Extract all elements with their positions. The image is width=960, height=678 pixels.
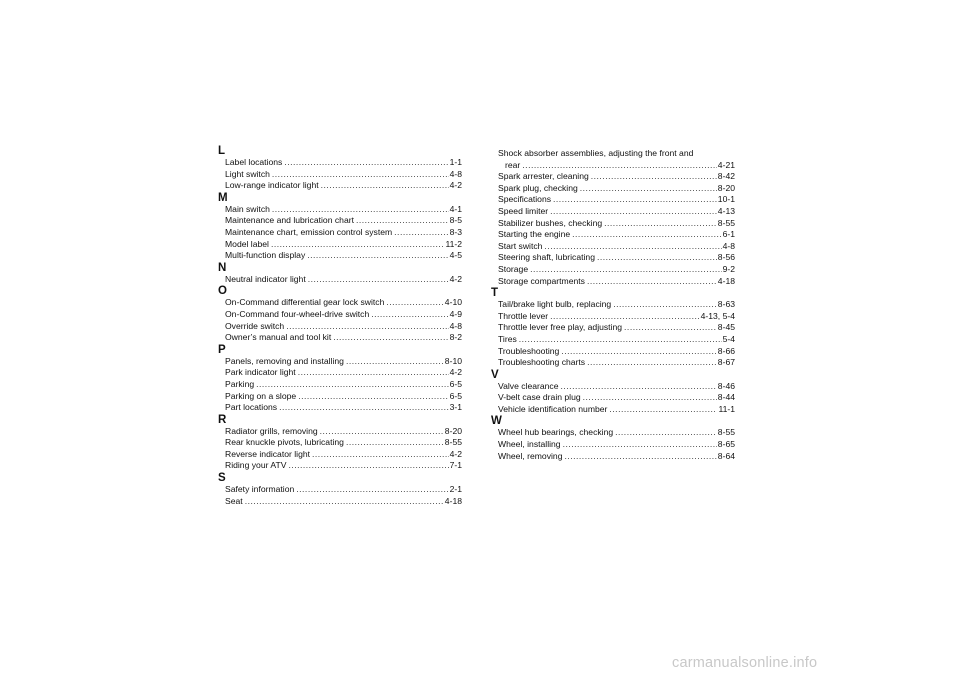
index-entry: Owner’s manual and tool kit ..... 8-2 — [218, 332, 462, 344]
index-entry: Throttle lever free play, adjusting ..... 8-45 — [491, 322, 735, 334]
index-entry: Neutral indicator light ..... 4-2 — [218, 274, 462, 286]
index-entry: Starting the engine ..... 6-1 — [491, 229, 735, 241]
index-entry: Tail/brake light bulb, replacing ..... 8-63 — [491, 299, 735, 311]
index-left-column — [218, 145, 462, 507]
index-entry: Spark arrester, cleaning ..... 8-42 — [491, 171, 735, 183]
index-entry: On-Command four-wheel-drive switch ..... 4-9 — [218, 309, 462, 321]
index-entry: Stabilizer bushes, checking ..... 8-55 — [491, 218, 735, 230]
index-entry: Maintenance and lubrication chart ..... 8-5 — [218, 215, 462, 227]
index-entry: Start switch ..... 4-8 — [491, 241, 735, 253]
index-entry: Throttle lever ..... 4-13, 5-4 — [491, 311, 735, 323]
index-entry: Main switch ..... 4-1 — [218, 204, 462, 216]
index-entry: Part locations ..... 3-1 — [218, 402, 462, 414]
index-entry: Rear knuckle pivots, lubricating ..... 8-55 — [218, 437, 462, 449]
index-entry: Safety information ..... 2-1 — [218, 484, 462, 496]
index-entry: Multi-function display ..... 4-5 — [218, 250, 462, 262]
section-letter-w: W — [491, 415, 502, 428]
index-entry: Seat ..... 4-18 — [218, 496, 462, 508]
index-entry: Override switch ..... 4-8 — [218, 321, 462, 333]
section-letter-t: T — [491, 287, 499, 300]
index-entry: Park indicator light ..... 4-2 — [218, 367, 462, 379]
section-letter-r: R — [218, 413, 227, 426]
index-entry: Parking ..... 6-5 — [218, 379, 462, 391]
index-entry-heading: Shock absorber assemblies, adjusting the front and — [498, 148, 694, 158]
section-letter-l: L — [218, 145, 226, 157]
index-entry: Wheel, removing ..... 8-64 — [491, 451, 735, 463]
index-entry: Panels, removing and installing ..... 8-10 — [218, 356, 462, 368]
index-entry: Maintenance chart, emission control system ..... 8-3 — [218, 227, 462, 239]
index-entry: Speed limiter ..... 4-13 — [491, 206, 735, 218]
section-letter-n: N — [218, 261, 227, 274]
index-entry: Steering shaft, lubricating ..... 8-56 — [491, 252, 735, 264]
index-entry: Parking on a slope ..... 6-5 — [218, 391, 462, 403]
index-entry: Wheel, installing ..... 8-65 — [491, 439, 735, 451]
index-entry: Radiator grills, removing ..... 8-20 — [218, 426, 462, 438]
index-entry: Spark plug, checking ..... 8-20 — [491, 183, 735, 195]
index-entry: Troubleshooting ..... 8-66 — [491, 346, 735, 358]
index-entry: Model label ..... 11-2 — [218, 239, 462, 251]
index-entry: Light switch ..... 4-8 — [218, 169, 462, 181]
index-entry: Riding your ATV ..... 7-1 — [218, 460, 462, 472]
watermark-text: carmanualsonline.info — [672, 655, 818, 671]
index-entry: rear ..... 4-21 — [491, 160, 735, 172]
index-entry: V-belt case drain plug ..... 8-44 — [491, 392, 735, 404]
index-entry: Storage ..... 9-2 — [491, 264, 735, 276]
index-entry: Troubleshooting charts ..... 8-67 — [491, 357, 735, 369]
index-entry: Vehicle identification number ..... 11-1 — [491, 404, 735, 416]
index-entry: Reverse indicator light ..... 4-2 — [218, 449, 462, 461]
section-letter-p: P — [218, 343, 226, 356]
index-entry: Low-range indicator light ..... 4-2 — [218, 180, 462, 192]
index-entry: Label locations ..... 1-1 — [218, 157, 462, 169]
index-right-column — [491, 148, 735, 462]
index-entry: Storage compartments ..... 4-18 — [491, 276, 735, 288]
index-entry: Specifications ..... 10-1 — [491, 194, 735, 206]
section-letter-o: O — [218, 285, 227, 298]
section-letter-s: S — [218, 472, 226, 485]
section-letter-m: M — [218, 191, 228, 204]
index-entry: Wheel hub bearings, checking ..... 8-55 — [491, 427, 735, 439]
index-entry: Valve clearance ..... 8-46 — [491, 381, 735, 393]
index-entry: Tires ..... 5-4 — [491, 334, 735, 346]
section-letter-v: V — [491, 368, 499, 381]
index-entry: On-Command differential gear lock switch ..... 4-10 — [218, 297, 462, 309]
